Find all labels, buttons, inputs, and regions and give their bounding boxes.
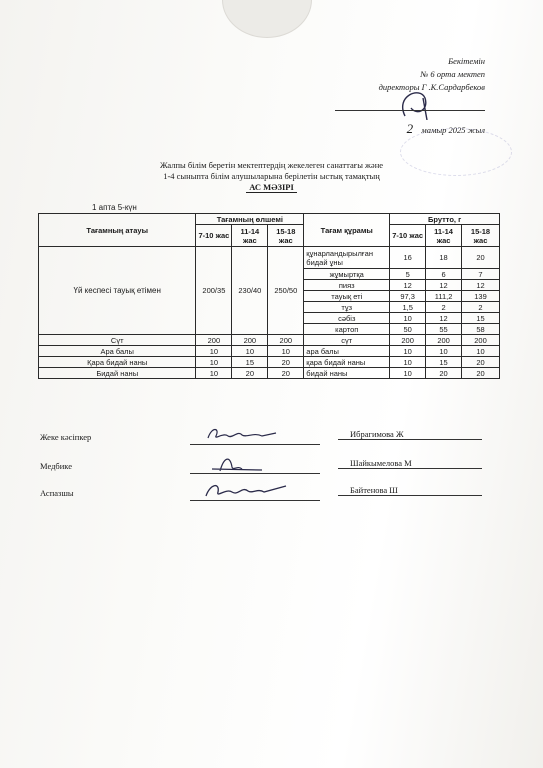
table-row [39,335,500,346]
ingredient-brutto-2: 20 [426,368,462,379]
dish-portion-1: 10 [196,346,232,357]
header-portion-age3: 15-18 жас [268,225,304,247]
dish-name: Ара балы [39,346,196,357]
ingredient-name: тұз [304,302,390,313]
signature-line [190,455,320,474]
ingredient-brutto-1: 10 [390,368,426,379]
ingredient-name: ара балы [304,346,390,357]
ingredient-brutto-1: 10 [390,313,426,324]
ingredient-brutto-1: 16 [390,247,426,269]
ingredient-brutto-3: 139 [462,291,500,302]
header-portion: Тағамның өлшемі [196,214,304,225]
ingredient-brutto-2: 111,2 [426,291,462,302]
ingredient-brutto-3: 2 [462,302,500,313]
table-row [39,346,500,357]
ingredient-brutto-3: 20 [462,357,500,368]
signature-person: Байтенова Ш [338,485,482,496]
ingredient-brutto-3: 20 [462,247,500,269]
main-dish-portion-2: 230/40 [232,247,268,335]
signature-person: Ибрагимова Ж [338,429,482,440]
dish-portion-2: 15 [232,357,268,368]
director-signature-icon [365,86,455,120]
dish-portion-3: 20 [268,357,304,368]
dish-portion-2: 20 [232,368,268,379]
header-brutto: Брутто, г [390,214,500,225]
menu-table [38,213,500,379]
ingredient-brutto-3: 200 [462,335,500,346]
ingredient-name: құнарландырылған бидай ұны [304,247,390,269]
ingredient-brutto-2: 55 [426,324,462,335]
main-dish-portion-3: 250/50 [268,247,304,335]
ingredient-name: пияз [304,280,390,291]
ingredient-brutto-3: 15 [462,313,500,324]
signature-line [190,426,320,445]
main-dish-name: Үй кеспесі тауық етімен [39,247,196,335]
ingredient-brutto-2: 10 [426,346,462,357]
ingredient-name: жұмыртқа [304,269,390,280]
ingredient-name: бидай наны [304,368,390,379]
dish-name: Қара бидай наны [39,357,196,368]
ingredient-brutto-1: 10 [390,346,426,357]
dish-portion-2: 200 [232,335,268,346]
ingredient-brutto-1: 5 [390,269,426,280]
approval-line-2: № 6 орта мектеп [420,69,485,79]
handwritten-signature-icon [202,424,282,444]
approval-line-3: директоры Г .К.Сардарбеков [378,82,485,92]
header-brutto-age2: 11-14 жас [426,225,462,247]
ingredient-brutto-1: 97,3 [390,291,426,302]
table-row [39,247,500,269]
ingredient-brutto-2: 18 [426,247,462,269]
handwritten-signature-icon [202,480,292,502]
ingredient-brutto-3: 58 [462,324,500,335]
ingredient-name: картоп [304,324,390,335]
ingredient-brutto-1: 50 [390,324,426,335]
ingredient-brutto-2: 6 [426,269,462,280]
approval-block [285,55,485,137]
dish-portion-1: 10 [196,357,232,368]
ingredient-brutto-2: 200 [426,335,462,346]
dish-portion-3: 20 [268,368,304,379]
dish-portion-2: 10 [232,346,268,357]
ingredient-brutto-1: 1,5 [390,302,426,313]
page-title-text: АС МӘЗІРІ [246,182,297,193]
ingredient-brutto-1: 12 [390,280,426,291]
ingredient-brutto-1: 10 [390,357,426,368]
ingredient-name: сәбіз [304,313,390,324]
signature-row-cook [40,485,500,504]
signature-role: Медбике [40,461,72,471]
dish-portion-1: 200 [196,335,232,346]
ingredient-brutto-3: 10 [462,346,500,357]
ingredient-name: қара бидай наны [304,357,390,368]
table-row [39,368,500,379]
ingredient-brutto-3: 20 [462,368,500,379]
ingredient-name: тауық еті [304,291,390,302]
title-line-1: Жалпы білім беретін мектептердің жекелеген санаттағы және [159,160,384,170]
signature-line [190,482,320,501]
header-portion-age1: 7-10 жас [196,225,232,247]
approval-signature-line [285,94,485,116]
handwritten-signature-icon [202,453,282,475]
header-brutto-age3: 15-18 жас [462,225,500,247]
ingredient-brutto-2: 12 [426,313,462,324]
header-dish: Тағамның атауы [39,214,196,247]
dish-portion-3: 200 [268,335,304,346]
dish-name: Бидай наны [39,368,196,379]
ingredient-brutto-2: 2 [426,302,462,313]
header-brutto-age1: 7-10 жас [390,225,426,247]
dish-portion-1: 10 [196,368,232,379]
page-punch-notch [222,0,312,38]
signature-person: Шайкымелова М [338,458,482,469]
approval-date-rest: мамыр 2025 жыл [421,125,485,135]
header-composition: Тағам құрамы [304,214,390,247]
signature-row-entrepreneur [40,429,500,448]
table-row [39,357,500,368]
signature-role: Жеке кәсіпкер [40,432,92,442]
approval-date-day: 2 [406,121,414,136]
dish-name: Сүт [39,335,196,346]
page-title [40,182,503,192]
title-line-2: 1-4 сыныпта білім алушыларына берілетін ыстық тамақтың [163,171,380,181]
ingredient-brutto-2: 12 [426,280,462,291]
dish-portion-3: 10 [268,346,304,357]
signature-row-nurse [40,458,500,477]
ingredient-brutto-3: 7 [462,269,500,280]
ingredient-brutto-2: 15 [426,357,462,368]
signature-role: Аспазшы [40,488,74,498]
ingredient-brutto-3: 12 [462,280,500,291]
approval-line-1: Бекітемін [448,56,485,66]
menu-period: 1 апта 5-күн [92,203,137,212]
ingredient-brutto-1: 200 [390,335,426,346]
ingredient-name: сүт [304,335,390,346]
header-portion-age2: 11-14 жас [232,225,268,247]
main-dish-portion-1: 200/35 [196,247,232,335]
